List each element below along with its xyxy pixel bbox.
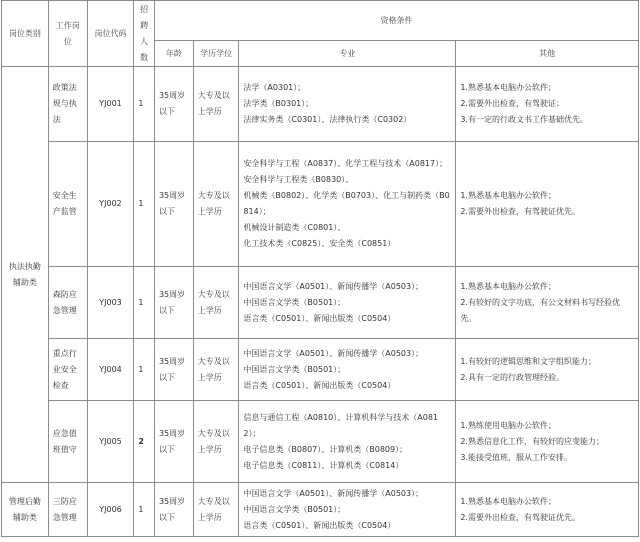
major-line: 中国语言文学类（B0501）； [243, 364, 346, 374]
other-line: 2.需要外出检查，有驾驶证； [460, 99, 564, 108]
major-line: 语言类（C0501）、新闻出版类（C0504） [243, 520, 396, 530]
major-line: 中国语言文学（A0501）、新闻传播学（A0503）； [243, 348, 424, 358]
header-major: 专业 [239, 41, 456, 67]
header-recruit-count: 招聘人数 [134, 1, 155, 67]
count-cell: 1 [134, 267, 155, 339]
age-cell: 35周岁以下 [154, 339, 193, 401]
code-cell: YJ003 [87, 267, 134, 339]
header-education: 学历学位 [193, 41, 239, 67]
other-line: 2.需要外出检查，有驾驶证优先。 [460, 512, 580, 522]
major-line: 中国语言文学（A0501）、新闻传播学（A0503）； [243, 488, 424, 498]
position-cell: 重点行业安全检查 [48, 339, 87, 401]
table-row [2, 67, 639, 142]
major-line: 法学类（B0301）； [243, 99, 314, 108]
other-line: 2.有较好的文字功底，有公文材料书写经验优先。 [460, 297, 620, 323]
major-cell [239, 339, 456, 401]
count-cell: 1 [134, 142, 155, 267]
age-cell: 35周岁以下 [154, 142, 193, 267]
header-code: 岗位代码 [87, 1, 134, 67]
major-line: 化工技术类（C0825）、安全类（C0851） [243, 239, 396, 248]
code-cell: YJ002 [87, 142, 134, 267]
header-age: 年龄 [154, 41, 193, 67]
table-row [2, 267, 639, 339]
major-line: 安全科学与工程类（B0830）、 [243, 175, 354, 184]
major-cell [239, 142, 456, 267]
table-row [2, 401, 639, 483]
major-cell [239, 483, 456, 537]
other-cell [456, 401, 639, 483]
other-line: 1.有较好的逻辑思维和文字组织能力； [460, 356, 596, 366]
other-line: 3.有一定的行政文书工作基础优先。 [460, 115, 588, 124]
major-cell [239, 267, 456, 339]
position-cell: 安全生产监管 [48, 142, 87, 267]
count-cell: 1 [134, 67, 155, 142]
major-line: 法律实务类（C0301）、法律执行类（C0302） [243, 115, 412, 124]
header-other: 其他 [456, 41, 639, 67]
position-cell: 森防应急管理 [48, 267, 87, 339]
education-cell: 大专及以上学历 [193, 401, 239, 483]
other-cell [456, 142, 639, 267]
major-cell [239, 67, 456, 142]
count-cell: 1 [134, 339, 155, 401]
major-cell [239, 401, 456, 483]
header-position: 工作岗位 [48, 1, 87, 67]
other-line: 1.熟悉基本电脑办公软件； [460, 191, 556, 200]
major-line: 信息与通信工程（A0810）、计算机科学与技术（A0812）； [243, 412, 438, 438]
position-cell: 应急值班值守 [48, 401, 87, 483]
major-line: 中国语言文学类（B0501）； [243, 297, 346, 307]
major-line: 语言类（C0501）、新闻出版类（C0504） [243, 313, 396, 323]
major-line: 电子信息类（B0807）、计算机类（B0809）； [243, 444, 408, 454]
other-line: 3.能接受值班，服从工作安排。 [460, 452, 572, 462]
table-row [2, 142, 639, 267]
other-line: 2.熟悉信息化工作，有较好的应变能力； [460, 436, 604, 446]
age-cell: 35周岁以下 [154, 67, 193, 142]
category-cell: 执法执勤辅助类 [2, 67, 49, 483]
education-cell: 大专及以上学历 [193, 267, 239, 339]
other-line: 2.具有一定的行政管理经验。 [460, 372, 564, 382]
other-line: 1.熟悉基本电脑办公软件； [460, 83, 556, 92]
major-line: 安全科学与工程（A0837）、化学工程与技术（A0817）； [243, 159, 448, 168]
header-category: 岗位类别 [2, 1, 49, 67]
major-line: 法学（A0301）； [243, 83, 306, 92]
age-cell: 35周岁以下 [154, 401, 193, 483]
education-cell: 大专及以上学历 [193, 67, 239, 142]
table-row [2, 339, 639, 401]
major-line: 语言类（C0501）、新闻出版类（C0504） [243, 380, 396, 390]
age-cell: 35周岁以下 [154, 267, 193, 339]
major-line: 机械设计制造类（C0801）、 [243, 223, 346, 232]
other-line: 1.熟悉基本电脑办公软件； [460, 281, 556, 291]
education-cell: 大专及以上学历 [193, 483, 239, 537]
table-row [2, 483, 639, 537]
recruitment-table [1, 0, 639, 537]
other-line: 1.熟悉基本电脑办公软件； [460, 496, 556, 506]
other-cell [456, 67, 639, 142]
count-cell: 1 [134, 483, 155, 537]
header-qualifications: 资格条件 [154, 1, 638, 41]
other-cell [456, 267, 639, 339]
other-line: 2.需要外出检查，有驾驶证优先。 [460, 207, 580, 216]
position-cell: 三防应急管理 [48, 483, 87, 537]
code-cell: YJ006 [87, 483, 134, 537]
education-cell: 大专及以上学历 [193, 339, 239, 401]
major-line: 中国语言文学类（B0501）； [243, 504, 346, 514]
education-cell: 大专及以上学历 [193, 142, 239, 267]
other-line: 1.熟练使用电脑办公软件； [460, 420, 556, 430]
major-line: 机械类（B0802）、化学类（B0703）、化工与制药类（B0814）； [243, 191, 450, 216]
major-line: 电子信息类（C0811）、计算机类（C0814） [243, 460, 404, 470]
major-line: 中国语言文学（A0501）、新闻传播学（A0503）； [243, 281, 424, 291]
category-cell: 管理后勤辅助类 [2, 483, 49, 537]
other-cell [456, 483, 639, 537]
position-cell: 政策法规与执法 [48, 67, 87, 142]
other-cell [456, 339, 639, 401]
code-cell: YJ004 [87, 339, 134, 401]
count-cell: 2 [134, 401, 155, 483]
code-cell: YJ001 [87, 67, 134, 142]
code-cell: YJ005 [87, 401, 134, 483]
age-cell: 35周岁以下 [154, 483, 193, 537]
